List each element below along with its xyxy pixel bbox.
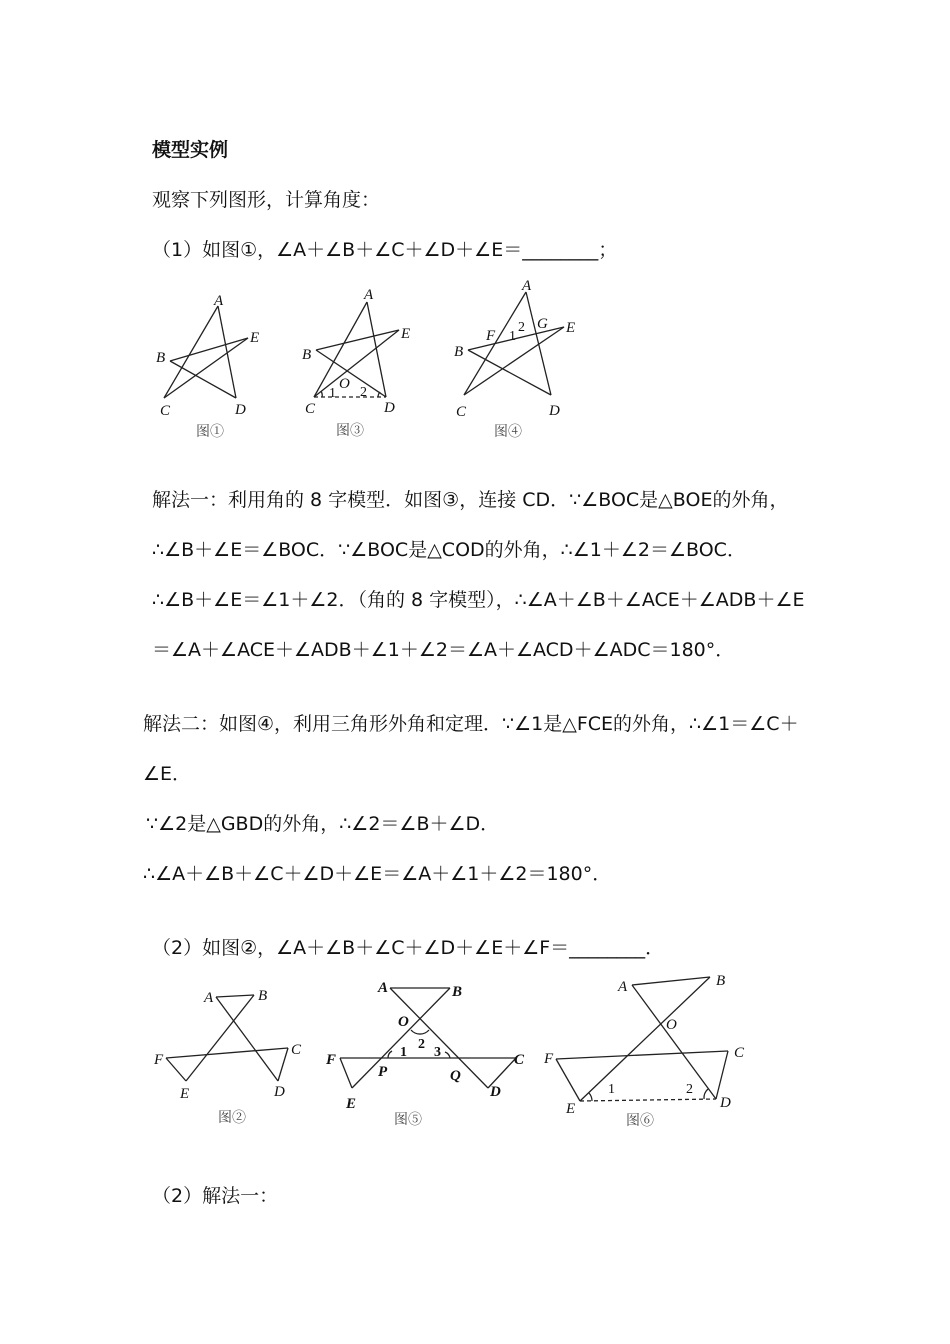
caption: 图② [218,1111,246,1126]
segment-BE [468,327,564,350]
solution-2-line-2: ∠E． [143,763,192,785]
angle-label-1: 1 [608,1082,615,1097]
segment-AD [390,988,488,1088]
label-D: D [235,402,246,418]
segment-ED-dashed [580,1099,716,1101]
segment-BE [170,338,248,361]
question-1: （1）如图①，∠A＋∠B＋∠C＋∠D＋∠E＝________； [152,239,618,261]
segment-BD [468,350,551,395]
label-E: E [250,330,260,346]
label-A: A [378,980,389,996]
label-F: F [544,1051,554,1067]
angle-label-2: 2 [418,1037,425,1052]
segment-FC [556,1051,728,1059]
label-O: O [398,1014,409,1030]
label-F: F [486,328,496,344]
segment-CD [278,1048,288,1081]
segment-AC [164,306,218,398]
label-F: F [326,1052,337,1068]
angle-label-2: 2 [686,1082,693,1097]
label-A: A [364,287,374,303]
figure-4 [446,272,586,447]
segment-BE [352,988,450,1088]
figure-3 [294,285,424,445]
figure-6 [540,965,760,1135]
angle-label-3: 3 [434,1045,441,1060]
label-B: B [716,973,726,989]
solution-1-line-4: ＝∠A＋∠ACE＋∠ADB＋∠1＋∠2＝∠A＋∠ACD＋∠ADC＝180°． [152,639,735,661]
label-C: C [305,401,316,417]
segment-AB [632,977,710,985]
angle-label-1: 1 [509,329,516,344]
segment-BE [186,995,254,1081]
segment-AB [216,995,254,997]
solution-1-line-3: ∴∠B＋∠E＝∠1＋∠2．（角的 8 字模型），∴∠A＋∠B＋∠ACE＋∠ADB＋∠E [152,589,805,611]
label-C: C [456,404,467,420]
label-D: D [490,1084,501,1100]
angle-label-1: 1 [329,386,336,401]
segment-FE [340,1058,352,1088]
intro-text: 观察下列图形，计算角度： [152,189,381,211]
segment-FE [166,1058,186,1081]
angle-1-arc [589,1093,592,1101]
label-E: E [180,1086,190,1102]
figure-1 [150,288,270,448]
caption: 图⑥ [626,1114,654,1129]
label-B: B [156,350,166,366]
angle-label-1: 1 [400,1045,407,1060]
label-O: O [339,376,350,392]
segment-AD [632,985,716,1099]
label-E: E [566,1101,576,1117]
caption: 图⑤ [394,1113,422,1128]
label-C: C [514,1052,525,1068]
solution-1-line-2: ∴∠B＋∠E＝∠BOC．∵∠BOC是△COD的外角，∴∠1＋∠2＝∠BOC． [152,539,746,561]
label-A: A [214,293,224,309]
label-Q: Q [450,1068,461,1084]
label-A: A [522,278,532,294]
label-E: E [401,326,411,342]
label-B: B [452,984,463,1000]
label-C: C [734,1045,745,1061]
angle-O-arc [411,1030,429,1034]
segment-AD [526,292,551,395]
caption: 图① [196,425,224,440]
figure-2 [150,980,310,1130]
label-G: G [537,316,548,332]
segment-CD [716,1051,728,1099]
label-F: F [154,1052,164,1068]
segment-CE [164,338,248,398]
angle-2-arc [378,392,380,397]
angle-label-2: 2 [518,320,525,335]
angle-1-arc [321,391,322,397]
label-D: D [549,403,560,419]
solution-2-line-1: 解法二：如图④，利用三角形外角和定理．∵∠1是△FCE的外角，∴∠1＝∠C＋ [143,713,799,735]
angle-2-arc [704,1089,708,1099]
caption: 图③ [336,424,364,439]
segment-AD [367,302,386,397]
segment-FC [166,1048,288,1058]
segment-FE [556,1059,580,1101]
solution-2-line-3: ∵∠2是△GBD的外角，∴∠2＝∠B＋∠D． [146,813,500,835]
label-C: C [160,403,171,419]
heading: 模型实例 [152,139,229,161]
label-E: E [566,320,576,336]
segment-BD [170,361,236,398]
angle-3-arc [445,1052,450,1058]
label-B: B [454,344,464,360]
figure-5 [322,972,532,1132]
label-E: E [346,1096,357,1112]
label-P: P [378,1064,388,1080]
question-2: （2）如图②，∠A＋∠B＋∠C＋∠D＋∠E＋∠F＝________． [152,937,665,959]
label-D: D [720,1095,731,1111]
label-A: A [618,979,628,995]
label-D: D [274,1084,285,1100]
label-C: C [291,1042,302,1058]
segment-AD [218,306,236,398]
question-2-solution-heading: （2）解法一： [152,1185,279,1207]
label-B: B [258,988,268,1004]
label-A: A [204,990,214,1006]
solution-2-line-4: ∴∠A＋∠B＋∠C＋∠D＋∠E＝∠A＋∠1＋∠2＝180°． [143,863,612,885]
angle-1-arc [388,1051,392,1058]
label-O: O [666,1017,677,1033]
angle-label-2: 2 [360,385,367,400]
label-B: B [302,347,312,363]
segment-AD [216,997,278,1081]
label-D: D [384,400,395,416]
solution-1-line-1: 解法一：利用角的 8 字模型．如图③，连接 CD．∵∠BOC是△BOE的外角， [152,489,789,511]
caption: 图④ [494,425,522,440]
